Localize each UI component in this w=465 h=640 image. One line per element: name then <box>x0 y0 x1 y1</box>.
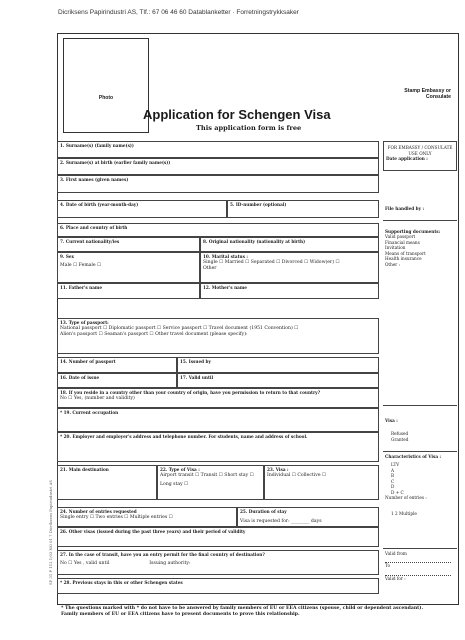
entries-options[interactable]: Single entry ☐ Two entries ☐ Multiple entries ☐ <box>60 514 173 520</box>
char-item: C <box>391 478 395 484</box>
field-label: 9. Sex <box>60 254 75 259</box>
marital-options[interactable]: Single ☐ Married ☐ Separated ☐ Divorced ☐ Widow(er) ☐ <box>203 259 340 265</box>
supporting-item: Means of transport <box>385 250 426 256</box>
field-issued-by[interactable] <box>177 357 379 373</box>
duration-days-label: days <box>310 518 322 524</box>
field-label: 6. Place and country of birth <box>60 225 128 230</box>
field-mother-name[interactable] <box>200 283 379 299</box>
visa-label: Visa : <box>385 418 398 423</box>
field-label: * 28. Previous stays in this or other Schengen states <box>60 580 183 585</box>
visa-type-options-2[interactable]: Long stay ☐ <box>160 481 189 487</box>
field-label: 8. Original nationality (nationality at birth) <box>203 239 306 244</box>
supporting-docs <box>385 229 440 267</box>
field-previous-stays[interactable] <box>57 578 379 594</box>
stamp-label: Stamp Embassy or Consulate <box>404 88 451 101</box>
footnote: * The questions marked with * do not have to be answered by family members of EU or EEA citizens (spouse, child or dependent ascendant). Family members of EU or EEA citizens have to present documents to prove this relationship. <box>61 606 424 618</box>
field-label: 25. Duration of stay <box>240 509 287 514</box>
supporting-label: Supporting documents: <box>385 229 441 234</box>
divider <box>383 405 457 406</box>
field-surname-birth[interactable] <box>57 158 379 175</box>
char-item: A <box>391 467 395 473</box>
visa-characteristics <box>385 454 441 516</box>
entries-options: 1 2 Multiple <box>391 510 417 516</box>
char-item: D <box>391 484 395 490</box>
field-label: 14. Number of passport <box>60 359 116 364</box>
transit-authority: Issuing authority: <box>149 560 191 566</box>
field-label: 7. Current nationality/ies <box>60 239 120 244</box>
visa-granted: Granted <box>391 436 409 442</box>
field-duration[interactable]: 25. Duration of stay Visa is requested for: ________ days <box>237 507 379 527</box>
valid-for-label: Valid for : <box>385 575 406 581</box>
field-label: 15. Issued by <box>180 359 211 364</box>
side-print: SP 31 F 112 1/03 NO 01 7 Dicriksens Papirindustri AS <box>48 480 53 585</box>
supporting-item: Financial means <box>385 239 420 245</box>
field-place-birth[interactable] <box>57 223 379 237</box>
supporting-item: Valid passport <box>385 234 416 240</box>
marital-other[interactable]: Other <box>203 265 217 271</box>
file-handled-label: File handled by : <box>385 206 425 211</box>
field-visa[interactable] <box>264 465 379 500</box>
field-label: 1. Surname(s) (family name(s)) <box>60 143 134 148</box>
field-sex[interactable] <box>57 252 200 283</box>
field-date-issue[interactable] <box>57 373 177 388</box>
divider <box>383 220 457 221</box>
field-label: 5. ID-number (optional) <box>230 202 287 207</box>
field-first-names[interactable] <box>57 175 379 193</box>
field-id-number[interactable] <box>227 200 379 218</box>
field-entries[interactable] <box>57 507 237 527</box>
date-application-label: Date application : <box>386 156 428 162</box>
embassy-box <box>383 141 457 171</box>
divider <box>383 451 457 452</box>
field-visa-type[interactable] <box>157 465 264 500</box>
to-label: To <box>385 563 390 569</box>
visa-refused: Refused <box>391 431 409 437</box>
field-main-destination[interactable] <box>57 465 157 500</box>
field-surname[interactable] <box>57 141 379 158</box>
field-residence-permission[interactable] <box>57 388 379 408</box>
field-dob[interactable] <box>57 200 227 218</box>
photo-label: Photo <box>98 95 114 101</box>
field-passport-type[interactable] <box>57 318 379 354</box>
photo-box <box>63 38 149 133</box>
field-label: 26. Other visas (issued during the past three years) and their period of validity <box>60 529 246 534</box>
duration-visa-label: Visa is requested for: <box>240 518 290 524</box>
field-passport-number[interactable] <box>57 357 177 373</box>
field-label: 21. Main destination <box>60 467 109 472</box>
passport-options-2[interactable]: Alien's passport ☐ Seaman's passport ☐ Other travel document (please specify): <box>60 331 248 337</box>
transit-options[interactable]: No ☐ Yes , valid until <box>60 560 110 566</box>
embassy-heading: FOR EMBASSY / CONSULATE USE ONLY <box>387 145 453 156</box>
supporting-item: Health insurance <box>385 256 422 262</box>
passport-options-1[interactable]: National passport ☐ Diplomatic passport ☐ Service passport ☐ Travel document (1951 Convention) ☐ <box>60 325 299 331</box>
field-label: 10. Marital status : <box>203 254 248 259</box>
valid-from-label: Valid from <box>385 551 407 556</box>
field-employer[interactable] <box>57 432 379 462</box>
residence-options[interactable]: No ☐ Yes, (number and validity) <box>60 395 135 401</box>
field-label: 2. Surname(s) at birth (earlier family name(s)) <box>60 160 171 165</box>
field-original-nationality[interactable] <box>200 237 379 252</box>
field-label: 24. Number of entries requested <box>60 509 137 514</box>
field-label: 27. In the case of transit, have you an entry permit for the final country of destination? <box>60 552 265 557</box>
field-current-nationality[interactable] <box>57 237 200 252</box>
field-transit[interactable] <box>57 550 379 575</box>
validity-box <box>385 551 451 581</box>
field-valid-until[interactable] <box>177 373 379 388</box>
field-label: 18. If you reside in a country other than your country of origin, have you permission to return to that country? <box>60 390 321 395</box>
char-item: B <box>391 473 395 479</box>
page-subtitle: This application form is free <box>196 124 302 132</box>
field-label: 13. Type of passport: <box>60 320 109 325</box>
field-occupation[interactable] <box>57 408 379 432</box>
visa-decision <box>385 418 408 442</box>
field-label: 23. Visa : <box>267 467 289 472</box>
field-label: 11. Father's name <box>60 285 102 290</box>
field-label: 17. Valid until <box>180 375 214 380</box>
divider <box>383 548 457 549</box>
field-label: 16. Date of issue <box>60 375 100 380</box>
page-title: Application for Schengen Visa <box>143 107 331 122</box>
field-father-name[interactable] <box>57 283 200 299</box>
char-item: D + C <box>391 489 404 495</box>
char-item: LTV <box>391 462 400 468</box>
entries-label: Number of entries : <box>385 495 427 501</box>
field-marital-status[interactable] <box>200 252 379 283</box>
characteristics-label: Characteristics of Visa : <box>385 454 442 459</box>
field-label: 3. First names (given names) <box>60 177 129 182</box>
field-label: * 20. Employer and employer's address and telephone number. For students, name and address of school. <box>60 434 308 439</box>
field-label: 4. Date of birth (year-month-day) <box>60 202 139 207</box>
field-label: 12. Mother's name <box>203 285 247 290</box>
header-text: Dicriksens Papirindustri AS, Tlf.: 67 06 46 60 Datablanketter · Forretningstrykksaker <box>58 9 299 16</box>
visa-type-options-1[interactable]: Airport transit ☐ Transit ☐ Short stay ☐ <box>160 472 254 478</box>
supporting-item: Other : <box>385 261 401 267</box>
supporting-item: Invitation <box>385 245 406 251</box>
sex-options[interactable]: Male ☐ Female ☐ <box>60 262 102 268</box>
visa-options[interactable]: Individual ☐ Collective ☐ <box>267 472 327 478</box>
field-label: * 19. Current occupation <box>60 410 119 415</box>
field-other-visas[interactable] <box>57 527 379 547</box>
field-label: 22. Type of Visa : <box>160 467 200 472</box>
